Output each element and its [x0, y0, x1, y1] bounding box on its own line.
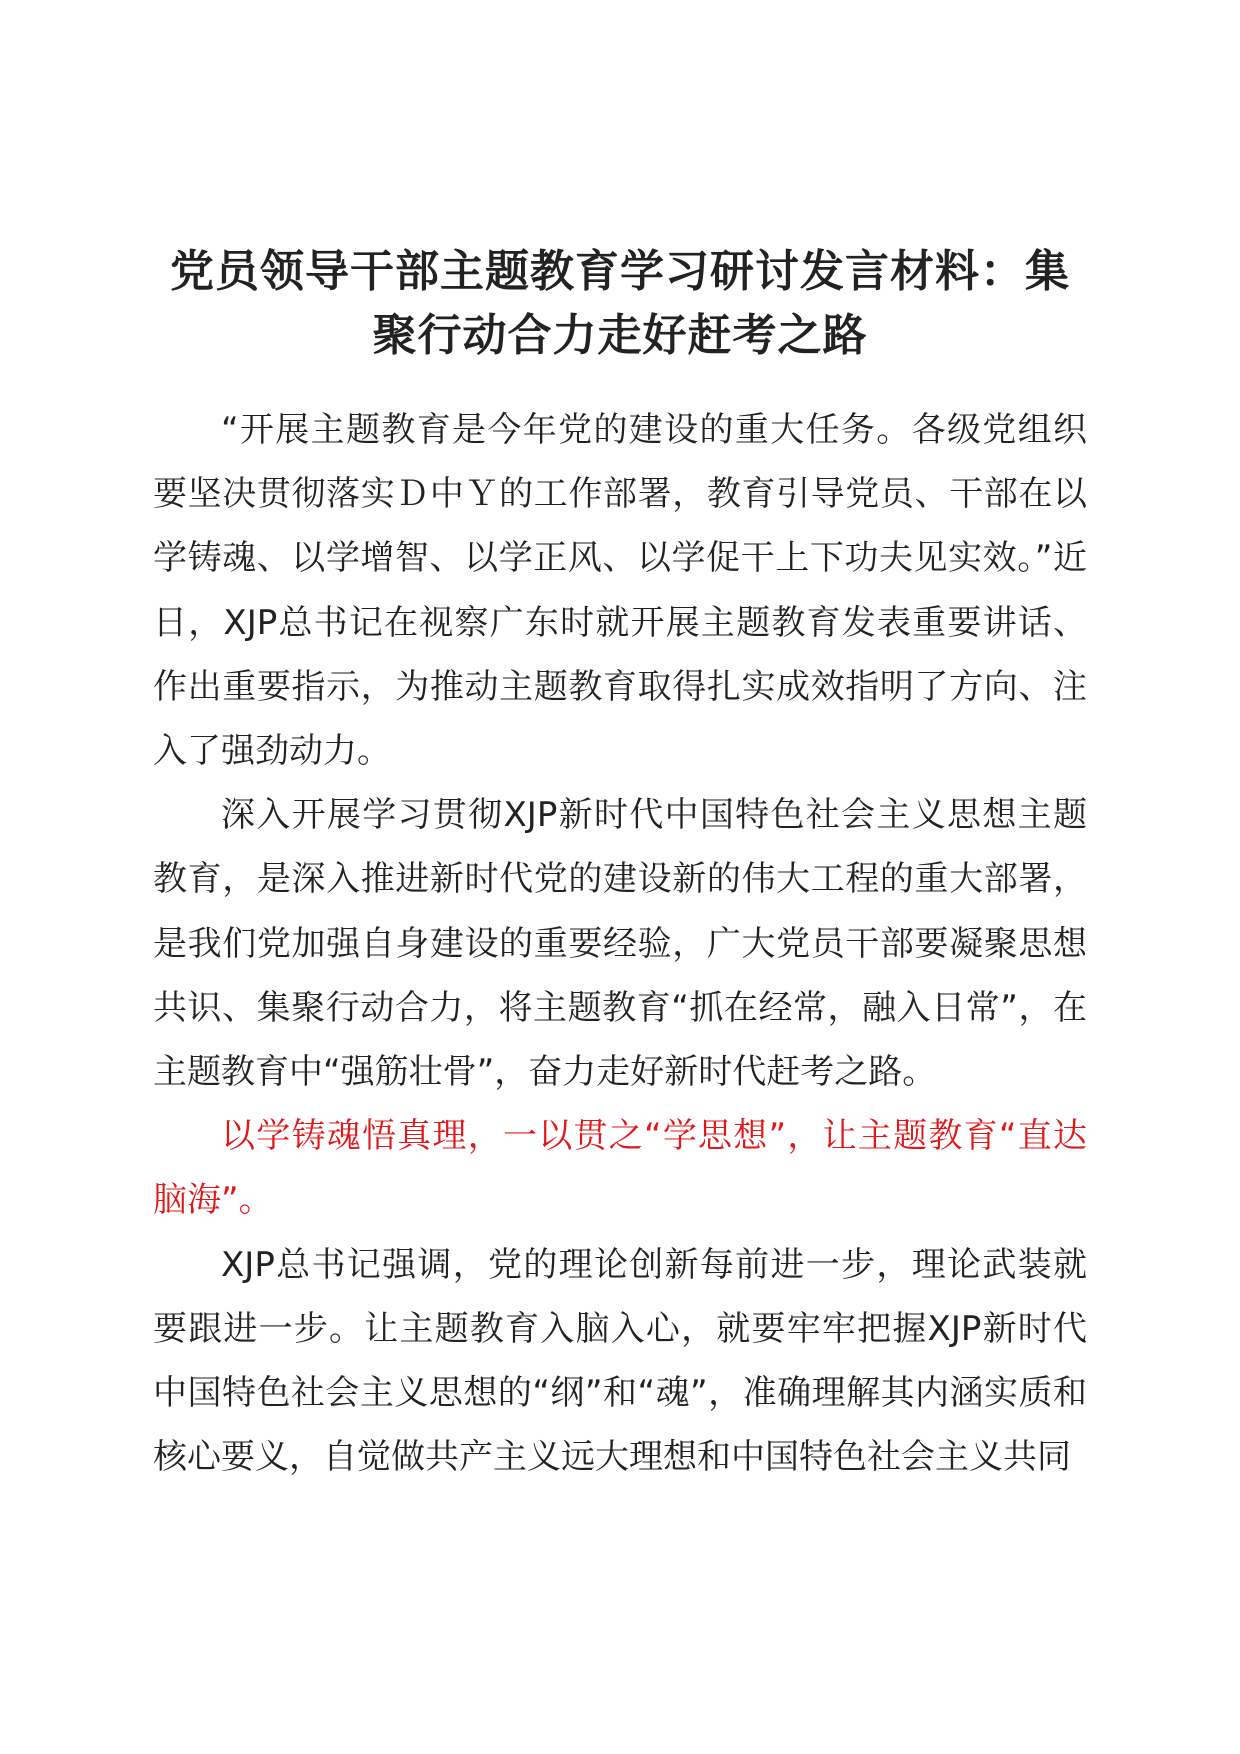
section-heading: 以学铸魂悟真理，一以贯之“学思想”，让主题教育“直达脑海”。 [153, 1116, 1087, 1221]
paragraph-intro: “开展主题教育是今年党的建设的重大任务。各级党组织要坚决贯彻落实Ｄ中Ｙ的工作部署，教育引导党员、干部在以学铸魂、以学增智、以学正风、以学促干上下功夫见实效。”近日，XJP总书记在视察广东时就开展主题教育发表重要讲话、作出重要指示，为推动主题教育取得扎实成效指明了方向、注入了强劲动力。 [153, 410, 1087, 772]
document-title: 党员领导干部主题教育学习研讨发言材料：集聚行动合力走好赶考之路 [170, 246, 1070, 361]
paragraph-section-body: XJP总书记强调，党的理论创新每前进一步，理论武装就要跟进一步。让主题教育入脑入心，就要牢牢把握XJP新时代中国特色社会主义思想的“纲”和“魂”，准确理解其内涵实质和核心要义，自觉做共产主义远大理想和中国特色社会主义共同 [153, 1244, 1087, 1478]
document-body [153, 398, 1087, 1489]
paragraph-overview: 深入开展学习贯彻XJP新时代中国特色社会主义思想主题教育，是深入推进新时代党的建设新的伟大工程的重大部署，是我们党加强自身建设的重要经验，广大党员干部要凝聚思想共识、集聚行动合力，将主题教育“抓在经常，融入日常”，在主题教育中“强筋壮骨”，奋力走好新时代赶考之路。 [153, 795, 1087, 1093]
